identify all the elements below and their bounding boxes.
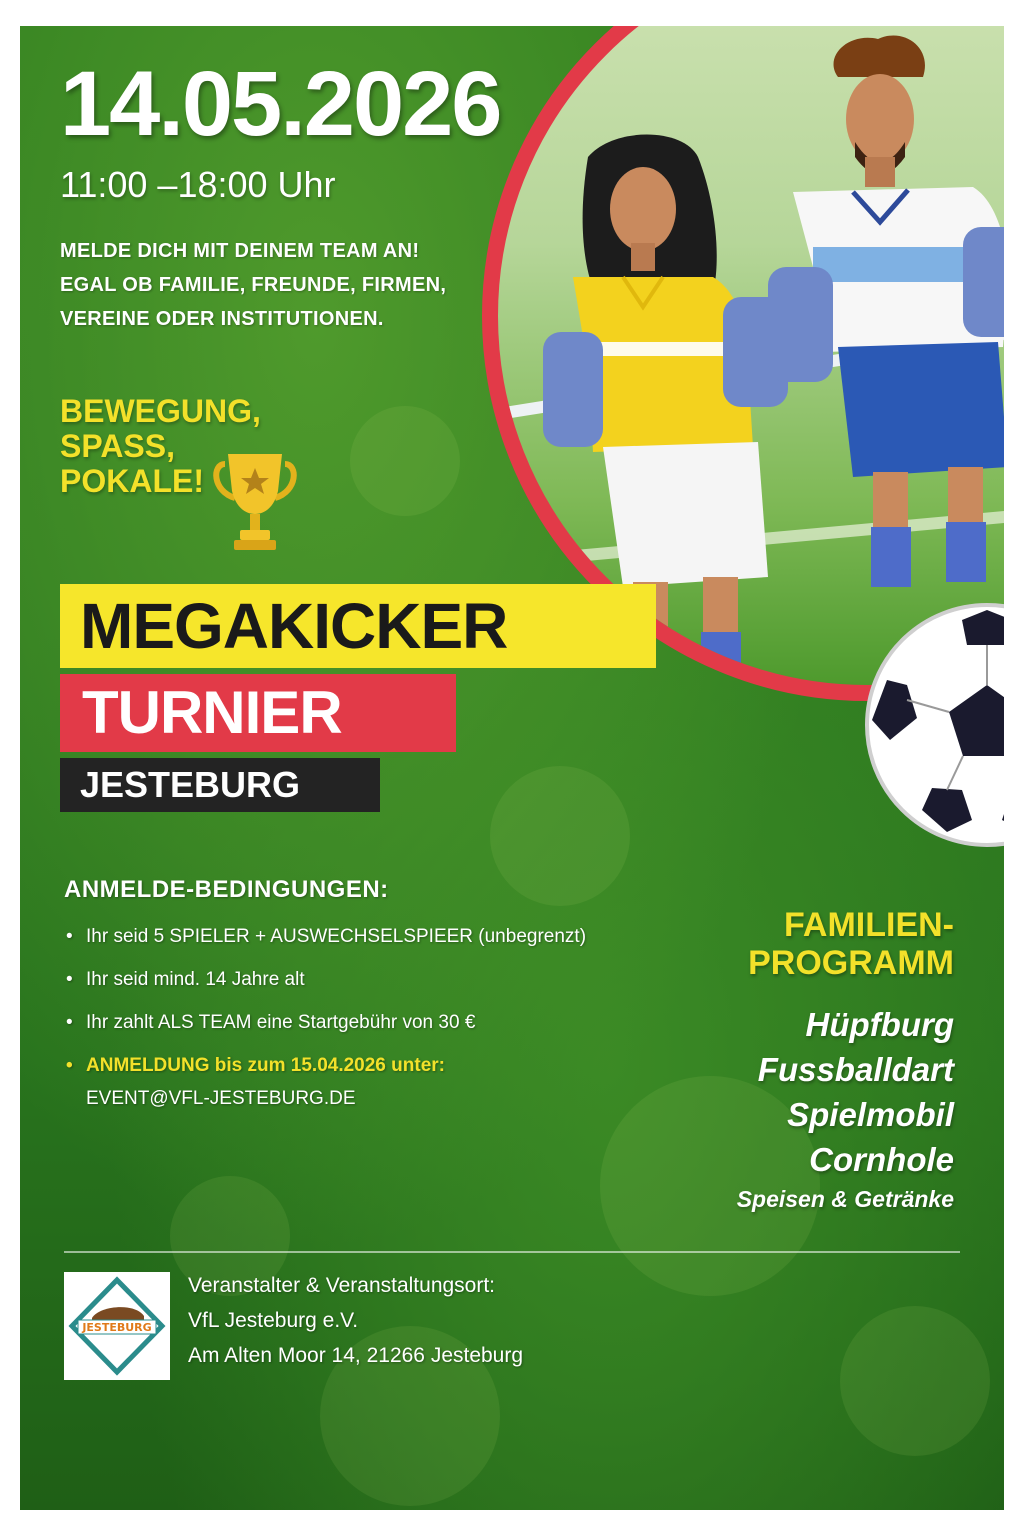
- registration-deadline: [60, 1049, 650, 1115]
- family-program: [737, 906, 954, 1216]
- club-logo: [64, 1272, 170, 1380]
- organizer-name: VfL Jesteburg e.V.: [188, 1309, 359, 1332]
- divider: [64, 1251, 960, 1253]
- condition-item: [60, 920, 650, 953]
- registration-email[interactable]: EVENT@VFL-JESTEBURG.DE: [86, 1088, 356, 1109]
- club-logo-icon: [64, 1272, 170, 1380]
- tagline-line: SPASS,: [60, 428, 175, 464]
- event-poster: [20, 26, 1004, 1510]
- trophy-icon: [210, 446, 300, 556]
- family-program-list: [737, 1002, 954, 1216]
- event-time: 11:00 –18:00 Uhr: [60, 164, 336, 205]
- bullet-icon: •: [66, 926, 73, 947]
- family-item: Fussballdart: [757, 1051, 954, 1088]
- family-item: Spielmobil: [787, 1096, 954, 1133]
- title-jesteburg: JESTEBURG: [60, 758, 380, 812]
- family-title-line: FAMILIEN-: [784, 906, 954, 944]
- conditions-heading: ANMELDE-BEDINGUNGEN:: [64, 876, 389, 903]
- condition-text: Ihr seid 5 SPIELER + AUSWECHSELSPIEER (unbegrenzt): [86, 926, 587, 947]
- bokeh-light: [350, 406, 460, 516]
- family-item: Hüpfburg: [805, 1006, 954, 1043]
- organizer-address: Am Alten Moor 14, 21266 Jesteburg: [188, 1344, 524, 1367]
- registration-conditions: [60, 876, 650, 1125]
- organizer-label: Veranstalter & Veranstaltungsort:: [188, 1274, 496, 1297]
- logo-text: JESTEBURG: [82, 1321, 152, 1334]
- bullet-icon: •: [66, 1012, 73, 1033]
- family-program-title: [737, 906, 954, 982]
- condition-text: Ihr seid mind. 14 Jahre alt: [86, 969, 305, 990]
- tagline-line: POKALE!: [60, 463, 204, 499]
- bullet-icon: •: [66, 969, 73, 990]
- family-item-food: Speisen & Getränke: [736, 1186, 954, 1212]
- bullet-icon: •: [66, 1055, 73, 1076]
- bokeh-light: [840, 1306, 990, 1456]
- condition-text: Ihr zahlt ALS TEAM eine Startgebühr von 30 €: [86, 1012, 476, 1033]
- family-item: Cornhole: [809, 1141, 954, 1178]
- family-title-line: PROGRAMM: [748, 944, 954, 982]
- title-turnier: TURNIER: [60, 674, 456, 752]
- title-megakicker: MEGAKICKER: [60, 584, 656, 668]
- organizer-info: [188, 1268, 523, 1373]
- invitation-text: MELDE DICH MIT DEINEM TEAM AN! EGAL OB FAMILIE, FREUNDE, FIRMEN, VEREINE ODER INSTITUTIONEN.: [60, 240, 447, 330]
- condition-item: [60, 963, 650, 996]
- soccer-ball-icon: [862, 600, 1004, 850]
- registration-label: ANMELDUNG bis zum 15.04.2026 unter:: [86, 1055, 445, 1076]
- condition-item: [60, 1006, 650, 1039]
- event-date: 14.05.2026: [60, 53, 501, 155]
- tagline-line: BEWEGUNG,: [60, 393, 261, 429]
